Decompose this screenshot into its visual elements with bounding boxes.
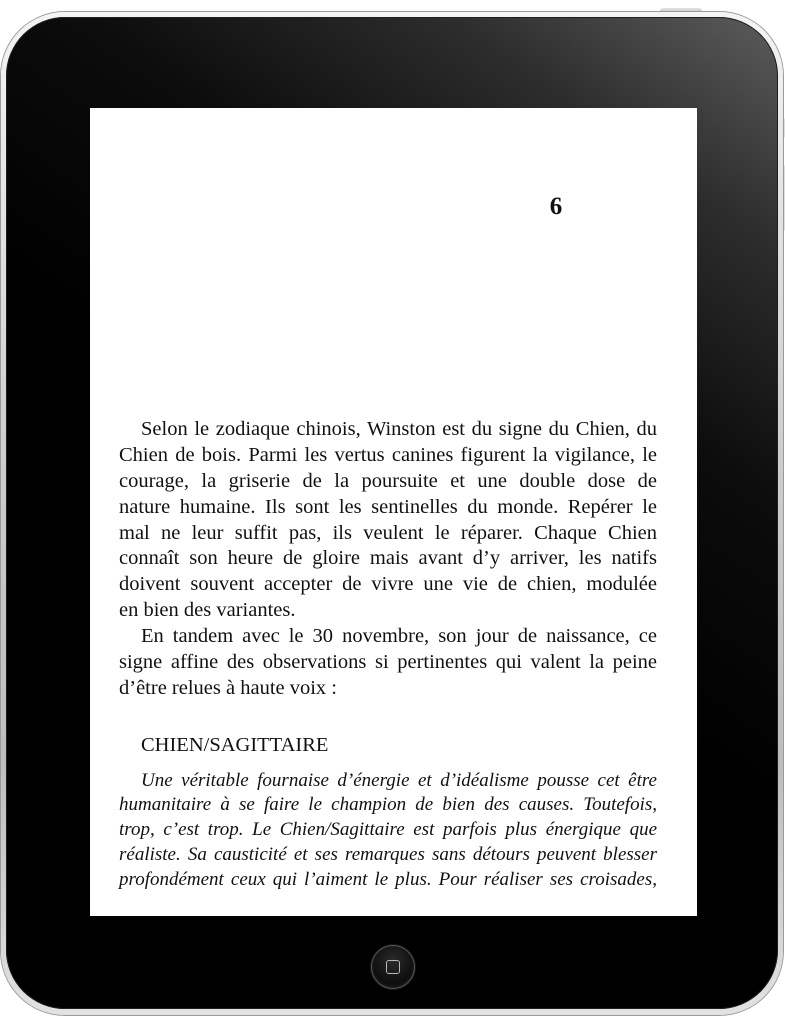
quote-line: trop, c’est trop. Le Chien/Sagittaire est parfois plus énergique que xyxy=(119,819,657,840)
text-line: connaît son heure de gloire mais avant d’y arriver, les natifs xyxy=(119,547,657,570)
text-line: signe affine des observations si pertinentes qui valent la peine xyxy=(119,651,657,674)
home-button[interactable] xyxy=(371,945,415,989)
text-line: En tandem avec le 30 novembre, son jour de naissance, ce xyxy=(141,625,657,648)
ebook-page xyxy=(90,108,697,916)
body-text xyxy=(119,417,657,702)
section-heading: CHIEN/SAGITTAIRE xyxy=(141,734,329,756)
home-square-icon xyxy=(386,960,400,974)
paragraph xyxy=(119,624,657,702)
text-line: doivent souvent accepter de vivre une vie de chien, modulée xyxy=(119,573,657,596)
text-line: courage, la griserie de la poursuite et une double dose de xyxy=(119,469,657,492)
quote-line: humanitaire à se faire le champion de bien des causes. Toutefois, xyxy=(119,794,657,816)
text-line: d’être relues à haute voix : xyxy=(119,676,338,699)
quote-line: Une véritable fournaise d’énergie et d’idéalisme pousse cet être xyxy=(141,769,657,791)
page-number: 6 xyxy=(549,193,563,220)
text-line: Selon le zodiaque chinois, Winston est du signe du Chien, du xyxy=(141,418,657,440)
text-line: en bien des variantes. xyxy=(119,599,296,622)
text-line: Chien de bois. Parmi les vertus canines figurent la vigilance, le xyxy=(119,443,657,466)
text-line: mal ne leur suffit pas, ils veulent le réparer. Chaque Chien xyxy=(119,521,657,544)
quote-paragraph xyxy=(119,769,657,893)
text-line: nature humaine. Ils sont les sentinelles du monde. Repérer le xyxy=(119,495,657,518)
quote-line: réaliste. Sa causticité et ses remarques sans détours peuvent blesser xyxy=(119,843,657,865)
paragraph xyxy=(119,417,657,624)
quote-line: profondément ceux qui l’aiment le plus. Pour réaliser ses croisades, xyxy=(119,868,657,890)
